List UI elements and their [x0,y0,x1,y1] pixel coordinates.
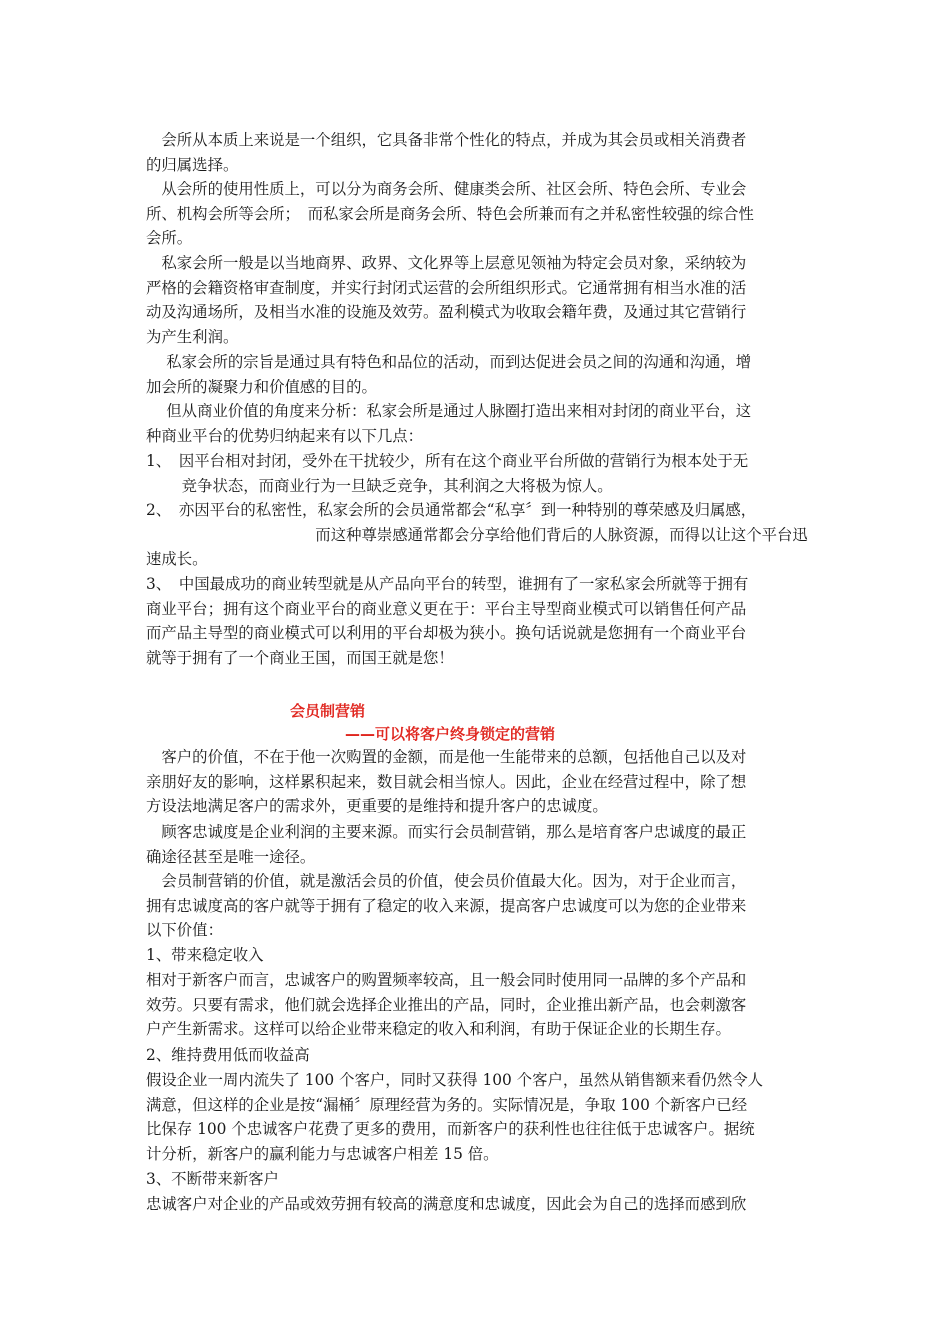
text-line: 加会所的凝聚力和价值感的目的。 [146,377,377,396]
paragraph-club-purpose [146,350,810,399]
paragraph-new-customers [146,1192,810,1217]
text-line: 亲朋好友的影响，这样累积起来，数目就会相当惊人。因此，企业在经营过程中，除了想 [146,772,747,791]
list-item-3 [146,572,810,670]
paragraph-membership-value [146,869,810,943]
subheading-new-customers [146,1167,810,1192]
paragraph-loyalty [146,820,810,869]
text-line: 2、维持费用低而收益高 [146,1046,310,1064]
text-line: 1、带来稳定收入 [146,946,264,964]
text-line: 私家会所一般是以当地商界、政界、文化界等上层意见领袖为特定会员对象，采纳较为 [146,254,747,272]
paragraph-customer-value [146,745,810,819]
text-line: 客户的价值，不在于他一次购置的金额，而是他一生能带来的总额，包括他自己以及对 [146,748,747,766]
list-item-2 [146,498,810,572]
text-line: 1、 因平台相对封闭，受外在干扰较少，所有在这个商业平台所做的营销行为根本处于无 [146,452,749,470]
text-line: 所、机构会所等会所； 而私家会所是商务会所、特色会所兼而有之并私密性较强的综合性 [146,204,754,223]
paragraph-club-nature [146,128,810,177]
section-title: 会员制营销 [290,702,366,720]
text-line: 而这种尊崇感通常都会分享给他们背后的人脉资源，而得以让这个平台迅 [146,525,808,544]
text-line: 但从商业价值的角度来分析：私家会所是通过人脉圈打造出来相对封闭的商业平台，这 [146,402,752,420]
text-line: 会员制营销的价值，就是激活会员的价值，使会员价值最大化。因为，对于企业而言， [146,872,747,890]
text-line: 会所。 [146,229,193,248]
text-line: 动及沟通场所，及相当水准的设施及效劳。盈利模式为收取会籍年费，及通过其它营销行 [146,303,747,322]
text-line: 3、 中国最成功的商业转型就是从产品向平台的转型，谁拥有了一家私家会所就等于拥有 [146,575,749,593]
list-item-1 [146,449,810,498]
text-line: 种商业平台的优势归纳起来有以下几点： [146,426,424,445]
text-line: 假设企业一周内流失了 100 个客户，同时又获得 100 个客户，虽然从销售额来看仍然令人 [146,1071,763,1089]
text-line: 而产品主导型的商业模式可以利用的平台却极为狭小。换句话说就是您拥有一个商业平台 [146,624,747,643]
text-line: 效劳。只要有需求，他们就会选择企业推出的产品，同时，企业推出新产品，也会刺激客 [146,995,747,1014]
text-line: 满意，但这样的企业是按“漏桶〞原理经营为务的。实际情况是，争取 100 个新客户已经 [146,1095,748,1114]
text-line: 方设法地满足客户的需求外，更重要的是维持和提升客户的忠诚度。 [146,797,608,816]
text-line: 2、 亦因平台的私密性，私家会所的会员通常都会“私享〞到一种特别的尊荣感及归属感， [146,501,757,519]
text-line: 严格的会籍资格审查制度，并实行封闭式运营的会所组织形式。它通常拥有相当水准的活 [146,278,747,297]
section-subtitle: ——可以将客户终身锁定的营销 [345,725,556,743]
subheading-low-cost [146,1043,810,1068]
text-line: 商业平台；拥有这个商业平台的商业意义更在于：平台主导型商业模式可以销售任何产品 [146,599,747,618]
text-line: 从会所的使用性质上，可以分为商务会所、健康类会所、社区会所、特色会所、专业会 [146,180,747,198]
text-line: 拥有忠诚度高的客户就等于拥有了稳定的收入来源，提高客户忠诚度可以为您的企业带来 [146,896,747,915]
text-line: 相对于新客户而言，忠诚客户的购置频率较高，且一般会同时使用同一品牌的多个产品和 [146,971,747,989]
text-line: 3、不断带来新客户 [146,1170,279,1188]
text-line: 忠诚客户对企业的产品或效劳拥有较高的满意度和忠诚度，因此会为自己的选择而感到欣 [146,1195,747,1213]
text-line: 以下价值： [146,921,223,940]
paragraph-private-club [146,251,810,349]
paragraph-stable-income [146,968,810,1042]
text-line: 确途径甚至是唯一途径。 [146,847,316,866]
paragraph-club-types [146,177,810,251]
subheading-stable-income [146,943,810,968]
text-line: 计分析，新客户的赢利能力与忠诚客户相差 15 倍。 [146,1144,499,1163]
text-line: 为产生利润。 [146,327,239,346]
text-line: 户产生新需求。这样可以给企业带来稳定的收入和利润，有助于保证企业的长期生存。 [146,1020,731,1039]
paragraph-commercial-value [146,399,810,448]
text-line: 会所从本质上来说是一个组织，它具备非常个性化的特点，并成为其会员或相关消费者 [146,131,747,149]
text-line: 速成长。 [146,550,208,569]
paragraph-low-cost [146,1068,810,1166]
text-line: 竞争状态，而商业行为一旦缺乏竞争，其利润之大将极为惊人。 [146,476,613,495]
text-line: 私家会所的宗旨是通过具有特色和品位的活动，而到达促进会员之间的沟通和沟通，增 [146,353,752,371]
text-line: 顾客忠诚度是企业利润的主要来源。而实行会员制营销，那么是培育客户忠诚度的最正 [146,823,747,841]
text-line: 就等于拥有了一个商业王国，而国王就是您！ [146,648,454,667]
text-line: 的归属选择。 [146,155,239,174]
text-line: 比保存 100 个忠诚客户花费了更多的费用，而新客户的获利性也往往低于忠诚客户。据统 [146,1120,755,1139]
